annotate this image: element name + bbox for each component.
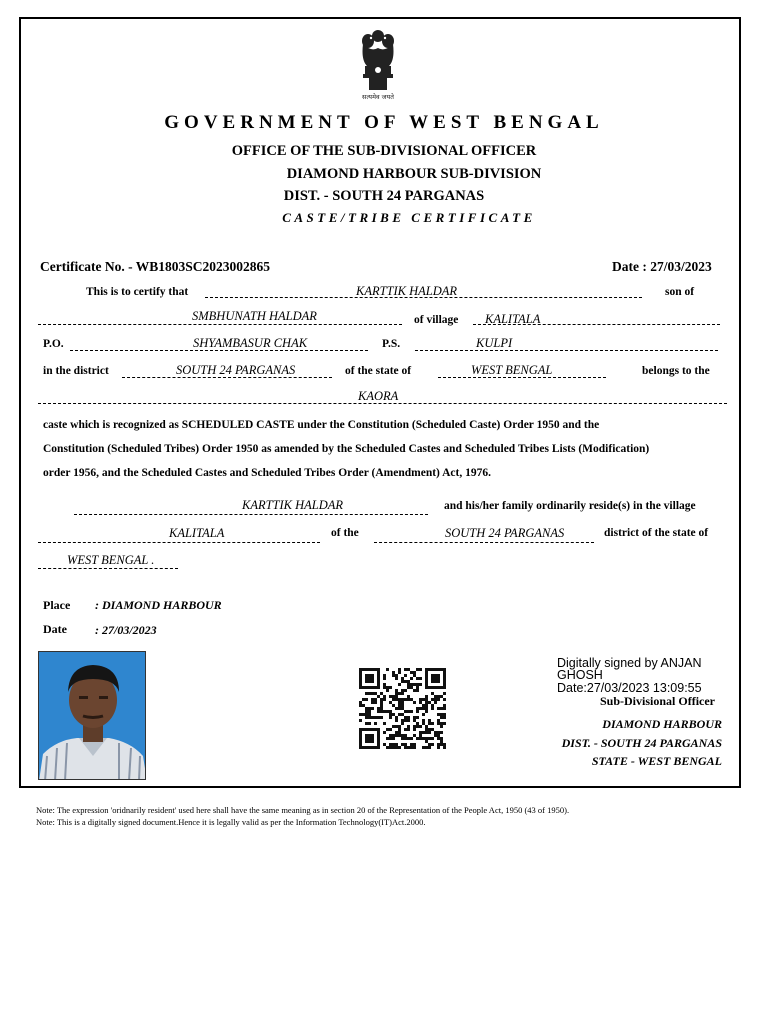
- village-value-2: KALITALA: [169, 526, 225, 540]
- state-label: of the state of: [345, 365, 412, 377]
- national-emblem-icon: [355, 26, 401, 104]
- ps-underline: [415, 350, 718, 351]
- place-value: : DIAMOND HARBOUR: [95, 598, 222, 612]
- name2-underline: [74, 514, 428, 515]
- certify-label: This is to certify that: [86, 286, 189, 298]
- father-name: SMBHUNATH HALDAR: [192, 309, 317, 323]
- district-label: in the district: [43, 365, 109, 377]
- certificate-number: Certificate No. - WB1803SC2023002865: [40, 259, 270, 274]
- district-value-2: SOUTH 24 PARGANAS: [445, 526, 565, 540]
- photo-portrait-icon: [39, 652, 146, 780]
- certificate-type-title: CASTE/TRIBE CERTIFICATE: [282, 210, 536, 225]
- signatory-place: DIAMOND HARBOUR: [602, 717, 722, 731]
- district2-underline: [374, 542, 594, 543]
- district-state-label: district of the state of: [604, 527, 709, 539]
- of-the-label: of the: [331, 527, 359, 539]
- signatory-district: DIST. - SOUTH 24 PARGANAS: [561, 736, 722, 750]
- state-value: WEST BENGAL: [471, 363, 553, 377]
- signature-line-2: GHOSH: [557, 668, 603, 682]
- village2-underline: [38, 542, 320, 543]
- note-1: Note: The expression 'oridnarily resident' used here shall have the same meaning as in section 20 of the Representation of the People Act, 1950 (43 of 1950).: [36, 805, 570, 815]
- place-label: Place: [43, 598, 71, 612]
- signature-line-3: Date:27/03/2023 13:09:55: [557, 681, 702, 695]
- note-2: Note: This is a digitally signed document.Hence it is legally valid as per the Information Technology(IT)Act.2000.: [36, 817, 426, 827]
- holder-name: KARTTIK HALDAR: [356, 284, 458, 298]
- district-value: SOUTH 24 PARGANAS: [176, 363, 296, 377]
- holder-photo: [38, 651, 146, 780]
- ps-label: P.S.: [382, 338, 401, 350]
- po-label: P.O.: [43, 338, 64, 350]
- father-underline: [38, 324, 402, 325]
- caste-value: KAORA: [358, 389, 399, 403]
- subdivision-title: DIAMOND HARBOUR SUB-DIVISION: [286, 166, 542, 182]
- state2-underline: [38, 568, 178, 569]
- para-line-2: Constitution (Scheduled Tribes) Order 1950 as amended by the Scheduled Castes and Scheduled Tribes Lists (Modification): [43, 443, 650, 455]
- village-value: KALITALA: [485, 312, 541, 326]
- state-value-2: WEST BENGAL .: [67, 553, 155, 567]
- son-of-label: son of: [665, 286, 695, 298]
- signature-line-1: Digitally signed by ANJAN: [557, 656, 702, 670]
- certificate-date: Date : 27/03/2023: [612, 259, 712, 274]
- po-value: SHYAMBASUR CHAK: [193, 336, 308, 350]
- para-line-3: order 1956, and the Scheduled Castes and Scheduled Tribes Order (Amendment) Act, 1976.: [43, 467, 491, 479]
- signatory-state: STATE - WEST BENGAL: [591, 754, 722, 768]
- ps-value: KULPI: [476, 336, 513, 350]
- reside-label: and his/her family ordinarily reside(s) in the village: [444, 500, 696, 512]
- svg-text:सत्यमेव जयते: सत्यमेव जयते: [362, 93, 394, 101]
- signatory-designation: Sub-Divisional Officer: [600, 694, 716, 708]
- government-title: GOVERNMENT OF WEST BENGAL: [164, 112, 604, 133]
- para-line-1: caste which is recognized as SCHEDULED CASTE under the Constitution (Scheduled Caste) Order 1950 and the: [43, 419, 600, 431]
- belongs-label: belongs to the: [642, 365, 710, 377]
- qr-code: [359, 668, 446, 749]
- village-label: of village: [414, 314, 459, 326]
- district-title: DIST. - SOUTH 24 PARGANAS: [283, 188, 485, 204]
- date-label: Date: [43, 622, 67, 636]
- holder-name-2: KARTTIK HALDAR: [242, 498, 344, 512]
- office-title: OFFICE OF THE SUB-DIVISIONAL OFFICER: [231, 143, 537, 159]
- date-value: : 27/03/2023: [95, 623, 157, 637]
